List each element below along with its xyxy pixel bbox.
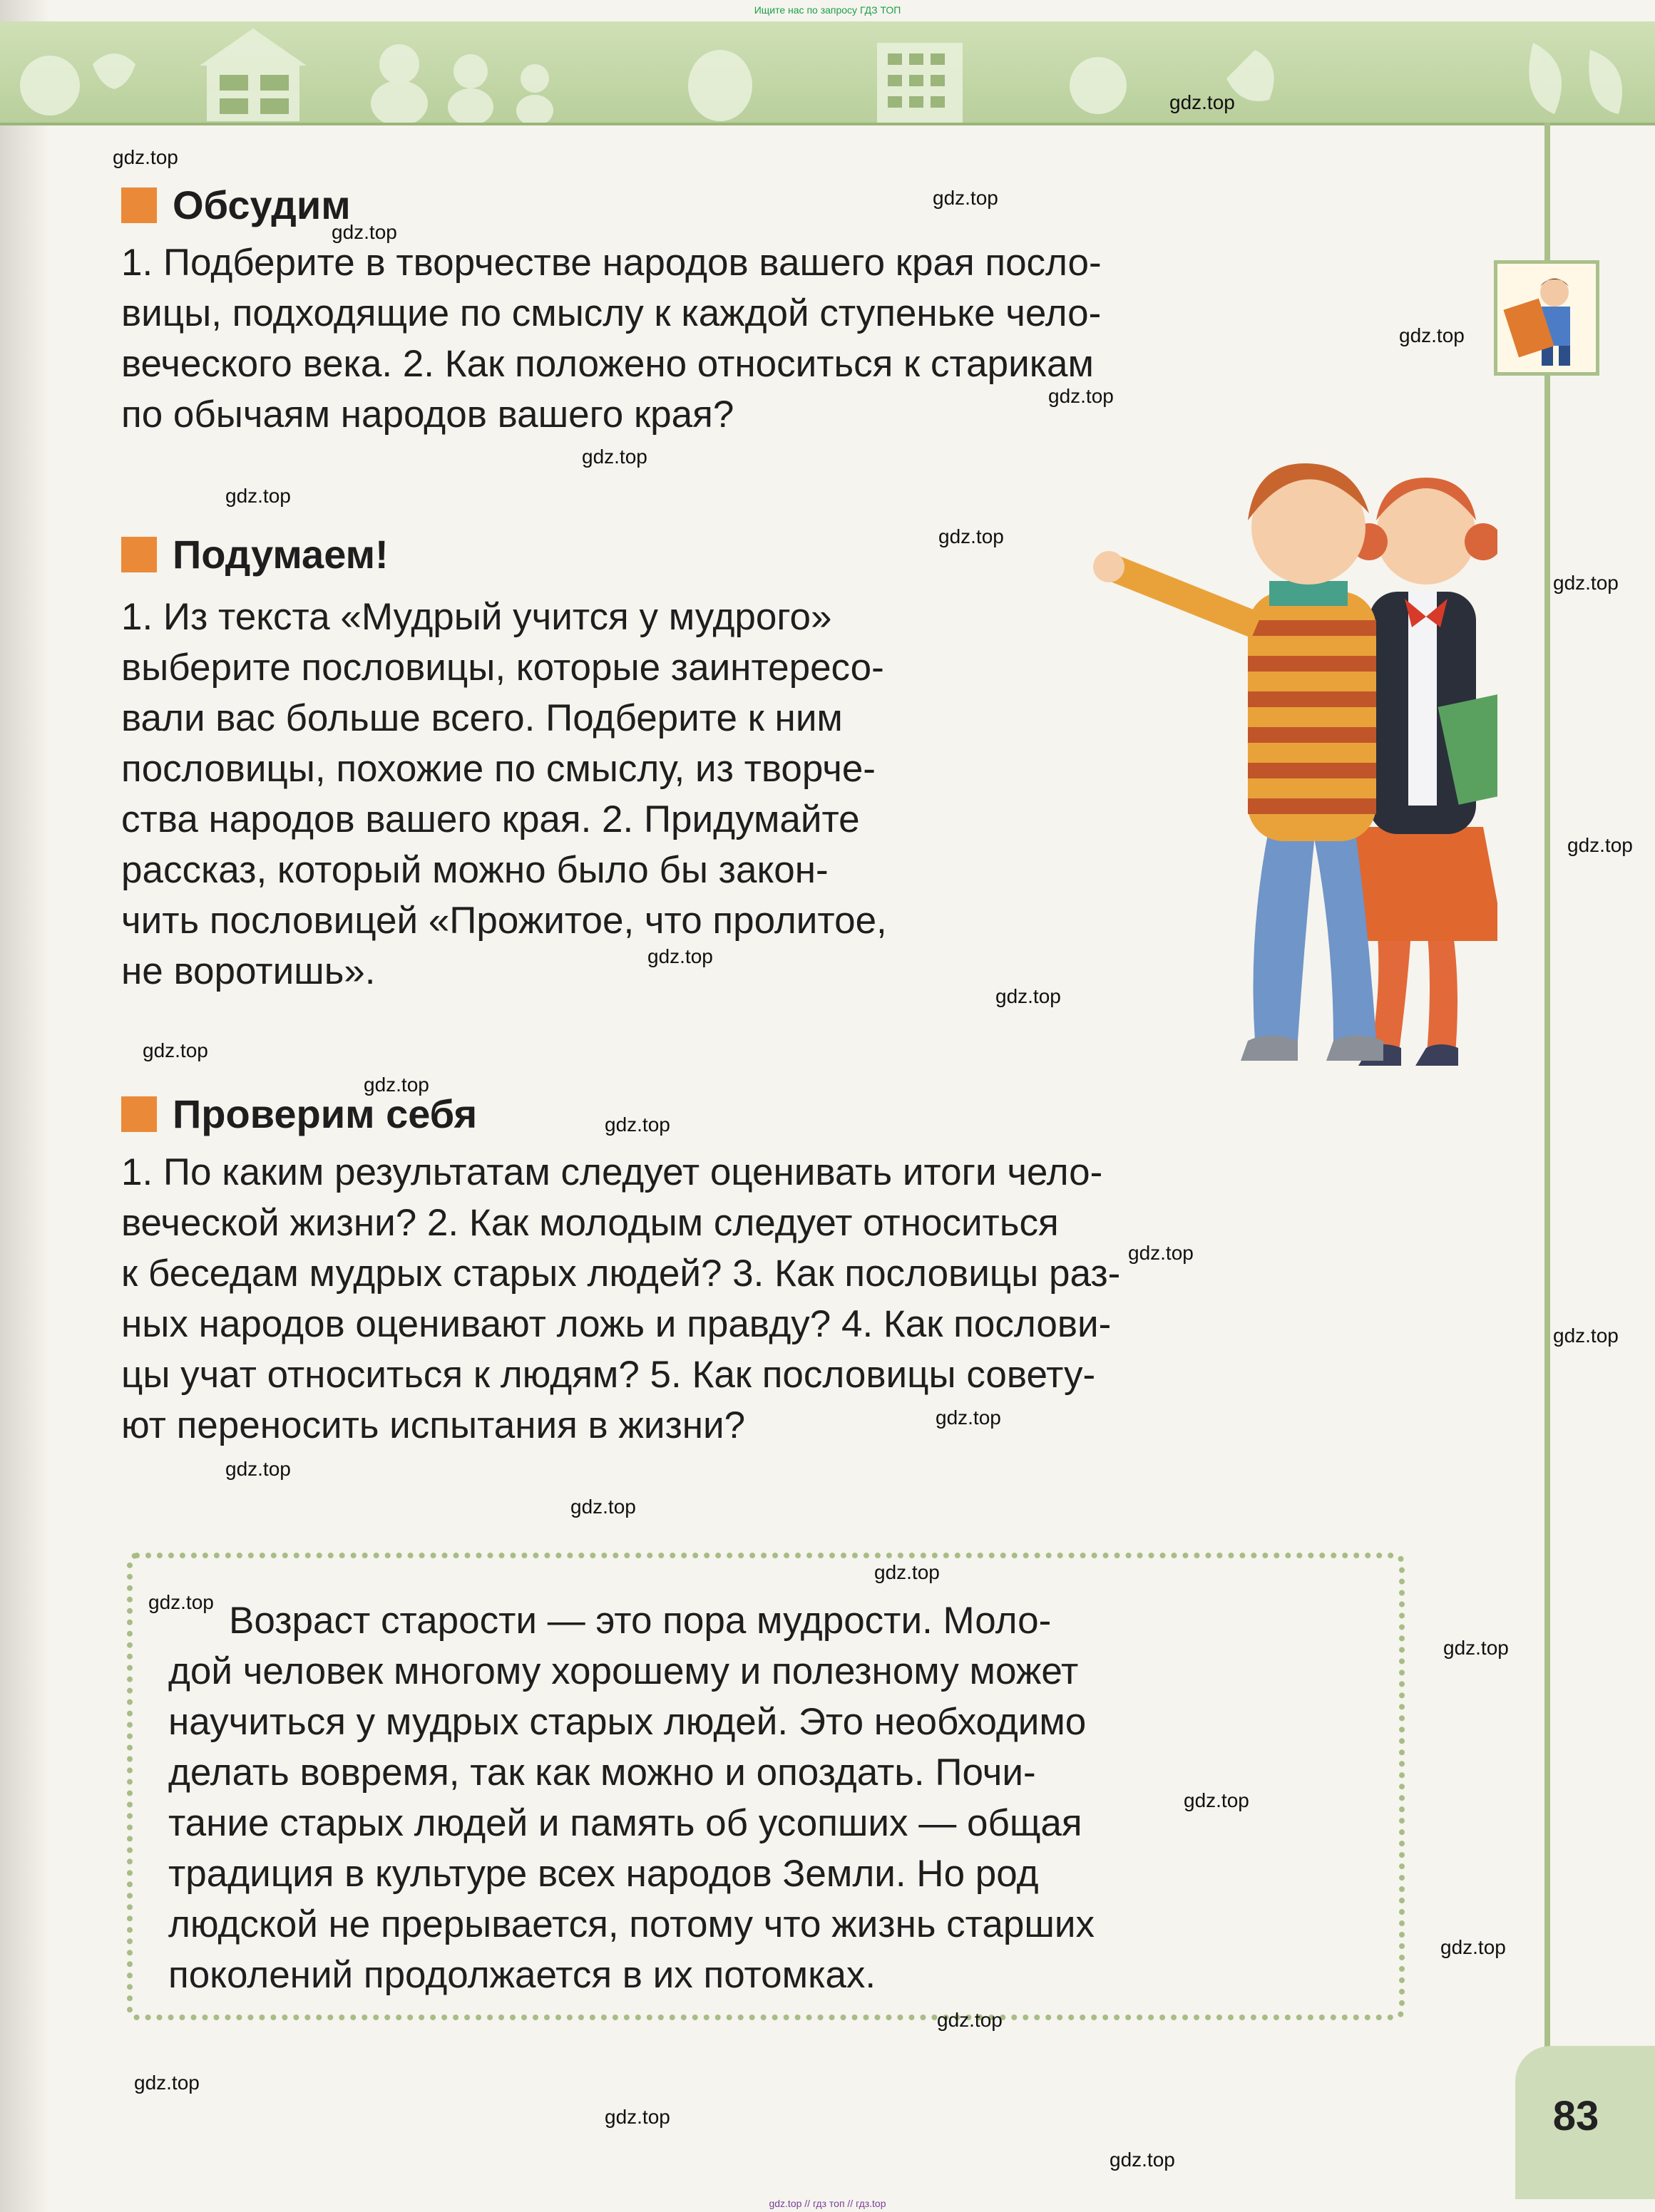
watermark: gdz.top	[148, 1591, 214, 1613]
text-line: Возраст старости — это пора мудрости. Моло-	[229, 1600, 1052, 1642]
text-line: вали вас больше всего. Подберите к ним	[121, 697, 843, 739]
watermark: gdz.top	[113, 146, 178, 168]
orange-square-icon	[121, 187, 157, 223]
watermark: gdz.top	[1110, 2149, 1175, 2171]
orange-square-icon	[121, 537, 157, 572]
think-questions	[121, 592, 1105, 997]
top-note: Ищите нас по запросу ГДЗ ТОП	[754, 4, 901, 16]
watermark: gdz.top	[647, 945, 713, 967]
text-line: традиция в культуре всех народов Земли. Но род	[168, 1853, 1039, 1895]
watermark: gdz.top	[225, 1458, 291, 1480]
watermark: gdz.top	[364, 1074, 429, 1096]
text-line: дой человек многому хорошему и полезному может	[168, 1650, 1079, 1692]
watermark: gdz.top	[1443, 1637, 1509, 1659]
bottom-note: gdz.top // гдз топ // гдз.top	[769, 2198, 886, 2209]
text-line: поколений продолжается в их потомках.	[168, 1954, 876, 1996]
watermark: gdz.top	[874, 1561, 940, 1583]
watermark: gdz.top	[937, 2009, 1003, 2031]
text-line: людской не прерывается, потому что жизнь старших	[168, 1903, 1095, 1945]
watermark: gdz.top	[995, 985, 1061, 1007]
book-reader-icon	[1497, 264, 1596, 372]
watermark: gdz.top	[1184, 1789, 1249, 1811]
text-line: по обычаям народов вашего края?	[121, 393, 734, 436]
self-check-questions	[121, 1147, 1412, 1451]
watermark: gdz.top	[134, 2072, 200, 2094]
text-line: не воротишь».	[121, 950, 376, 992]
watermark: gdz.top	[143, 1039, 208, 1061]
watermark: gdz.top	[570, 1496, 636, 1518]
section-header-think	[121, 531, 389, 577]
text-line: пословицы, похожие по смыслу, из творче-	[121, 748, 876, 790]
text-line: тание старых людей и память об усопших — общая	[168, 1802, 1082, 1844]
watermark: gdz.top	[1440, 1936, 1506, 1958]
text-line: веческого века. 2. Как положено относиться к старикам	[121, 343, 1094, 385]
watermark: gdz.top	[936, 1406, 1001, 1429]
text-line: веческой жизни? 2. Как молодым следует относиться	[121, 1202, 1059, 1244]
decorative-header-icons	[0, 21, 1655, 123]
page-number: 83	[1552, 2093, 1599, 2139]
section-title: Проверим себя	[173, 1091, 478, 1136]
text-line: ют переносить испытания в жизни?	[121, 1404, 746, 1446]
page-binding-shadow	[0, 0, 50, 2212]
text-line: делать вовремя, так как можно и опоздать. Почи-	[168, 1751, 1036, 1794]
section-title: Обсудим	[173, 182, 351, 227]
section-title: Подумаем!	[173, 532, 389, 577]
text-line: выберите пословицы, которые заинтересо-	[121, 647, 884, 689]
section-header-self-check	[121, 1091, 477, 1137]
watermark: gdz.top	[1553, 1324, 1619, 1347]
watermark: gdz.top	[1399, 324, 1465, 346]
watermark: gdz.top	[1567, 834, 1633, 856]
watermark: gdz.top	[1128, 1242, 1194, 1264]
conclusion-text	[168, 1595, 1359, 2000]
text-line: 1. По каким результатам следует оценивать итоги чело-	[121, 1151, 1103, 1193]
watermark: gdz.top	[605, 2106, 670, 2128]
watermark: gdz.top	[332, 221, 397, 243]
section-header-discuss	[121, 182, 351, 228]
watermark: gdz.top	[582, 446, 647, 468]
watermark: gdz.top	[1048, 385, 1114, 407]
reading-task-badge	[1494, 260, 1599, 376]
watermark: gdz.top	[225, 485, 291, 507]
text-line: рассказ, который можно было бы закон-	[121, 849, 829, 891]
watermark: gdz.top	[605, 1113, 670, 1136]
text-line: научиться у мудрых старых людей. Это необходимо	[168, 1701, 1087, 1743]
text-line: вицы, подходящие по смыслу к каждой ступеньке чело-	[121, 292, 1102, 334]
text-line: цы учат относиться к людям? 5. Как пословицы совету-	[121, 1354, 1096, 1396]
text-line: 1. Подберите в творчестве народов вашего края посло-	[121, 242, 1102, 284]
children-illustration	[1055, 428, 1497, 1091]
watermark: gdz.top	[933, 187, 998, 209]
text-line: ных народов оценивают ложь и правду? 4. Как послови-	[121, 1303, 1112, 1345]
right-margin-rule	[1544, 123, 1550, 2169]
watermark: gdz.top	[1169, 91, 1235, 113]
text-line: к беседам мудрых старых людей? 3. Как пословицы раз-	[121, 1252, 1121, 1295]
watermark: gdz.top	[1553, 572, 1619, 594]
text-line: чить пословицей «Прожитое, что пролитое,	[121, 900, 887, 942]
text-line: 1. Из текста «Мудрый учится у мудрого»	[121, 596, 832, 638]
text-line: ства народов вашего края. 2. Придумайте	[121, 798, 860, 840]
decorative-header-band	[0, 21, 1655, 125]
watermark: gdz.top	[938, 525, 1004, 547]
orange-square-icon	[121, 1096, 157, 1132]
discuss-questions	[121, 237, 1412, 440]
